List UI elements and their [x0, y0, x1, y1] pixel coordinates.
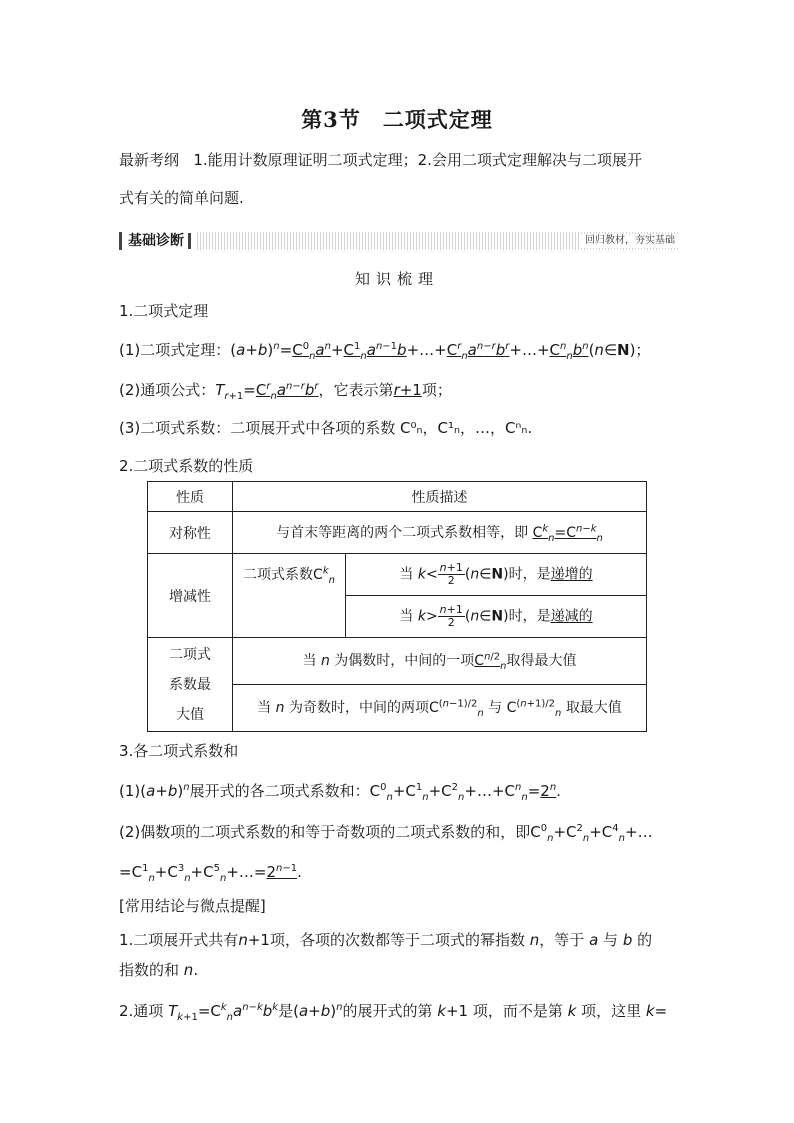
max-value-label: 二项式 系数最 大值 [148, 638, 233, 732]
monotonicity-sub: 二项式系数$C^k_n$ [233, 554, 346, 638]
syllabus-label: 最新考纲 [119, 151, 180, 169]
monotonicity-increasing: 当 k< $\frac{n+1}{2}$ (n∈N)时，是递增的 [346, 554, 647, 596]
even-odd-sum-line-2: $=C^1_n+C^3_n+C^5_n+\dots=2^{n-1}$. [119, 863, 302, 884]
symmetry-description: 与首末等距离的两个二项式系数相等，即 $C^k_n=C^{n-k}_n$ [233, 512, 647, 554]
syllabus-line-2: 式有关的简单问题. [119, 189, 244, 207]
max-even-case: 当 n 为偶数时，中间的一项$C^{n/2}_n$取得最大值 [233, 638, 647, 685]
symmetry-label: 对称性 [148, 512, 233, 554]
coefficient-sum-line: $(1)(a+b)^n$展开式的各二项式系数和：$C^0_n+C^1_n+C^2_n+\dots+C^n_n=2^n$. [119, 782, 561, 803]
tip1-line-1: 1.二项展开式共有n+1项，各项的次数都等于二项式的幂指数 n，等于 a 与 b 的 [119, 931, 653, 949]
section3-heading: 3.各二项式系数和 [119, 742, 239, 760]
table-header-description: 性质描述 [233, 482, 647, 512]
even-odd-sum-line-1: (2)偶数项的二项式系数的和等于奇数项的二项式系数的和，即$C^0_n+C^2_n+C^4_n+\dots$ [119, 823, 653, 844]
table-header-property: 性质 [148, 482, 233, 512]
banner-right: 回归教材，夯实基础 [581, 234, 679, 248]
page-title: 第3节 二项式定理 [301, 107, 493, 132]
binomial-theorem-line: (1)二项式定理：$(a+b)^n=C^0_na^n+C^1_na^{n-1}b+\dots+C^r_na^{n-r}b^r+\dots+C^n_nb^n(n\in N)$； [119, 341, 651, 362]
binomial-coefficients-line: (3)二项式系数：二项展开式中各项的系数 C⁰ₙ，C¹ₙ，…，Cⁿₙ. [119, 419, 533, 437]
monotonicity-decreasing: 当 k> $\frac{n+1}{2}$ (n∈N)时，是递减的 [346, 596, 647, 638]
properties-table [147, 481, 647, 732]
monotonicity-label: 增减性 [148, 554, 233, 638]
tips-heading: [常用结论与微点提醒] [119, 897, 266, 915]
syllabus-line-1 [119, 149, 642, 171]
knowledge-subhead: 知识梳理 [354, 270, 439, 288]
section2-heading: 2.二项式系数的性质 [119, 457, 254, 475]
banner-left: 基础诊断 [119, 232, 197, 250]
section-banner [119, 232, 679, 250]
section1-heading: 1.二项式定理 [119, 302, 209, 320]
syllabus-text-1: 1.能用计数原理证明二项式定理；2.会用二项式定理解决与二项展开 [193, 151, 642, 169]
general-term-line: (2)通项公式：$T_{r+1}=C^r_na^{n-r}b^r$，它表示第r+1项； [119, 381, 452, 402]
tip2-line: 2.通项 $T_{k+1}=C^k_na^{n-k}b^k$是$(a+b)^n$的展开式的第 k+1 项，而不是第 k 项，这里 k= [119, 1002, 668, 1023]
tip1-line-2: 指数的和 n. [119, 961, 199, 979]
max-odd-case: 当 n 为奇数时，中间的两项$C^{(n-1)/2}_n$ 与 $C^{(n+1)/2}_n$ 取最大值 [233, 685, 647, 732]
